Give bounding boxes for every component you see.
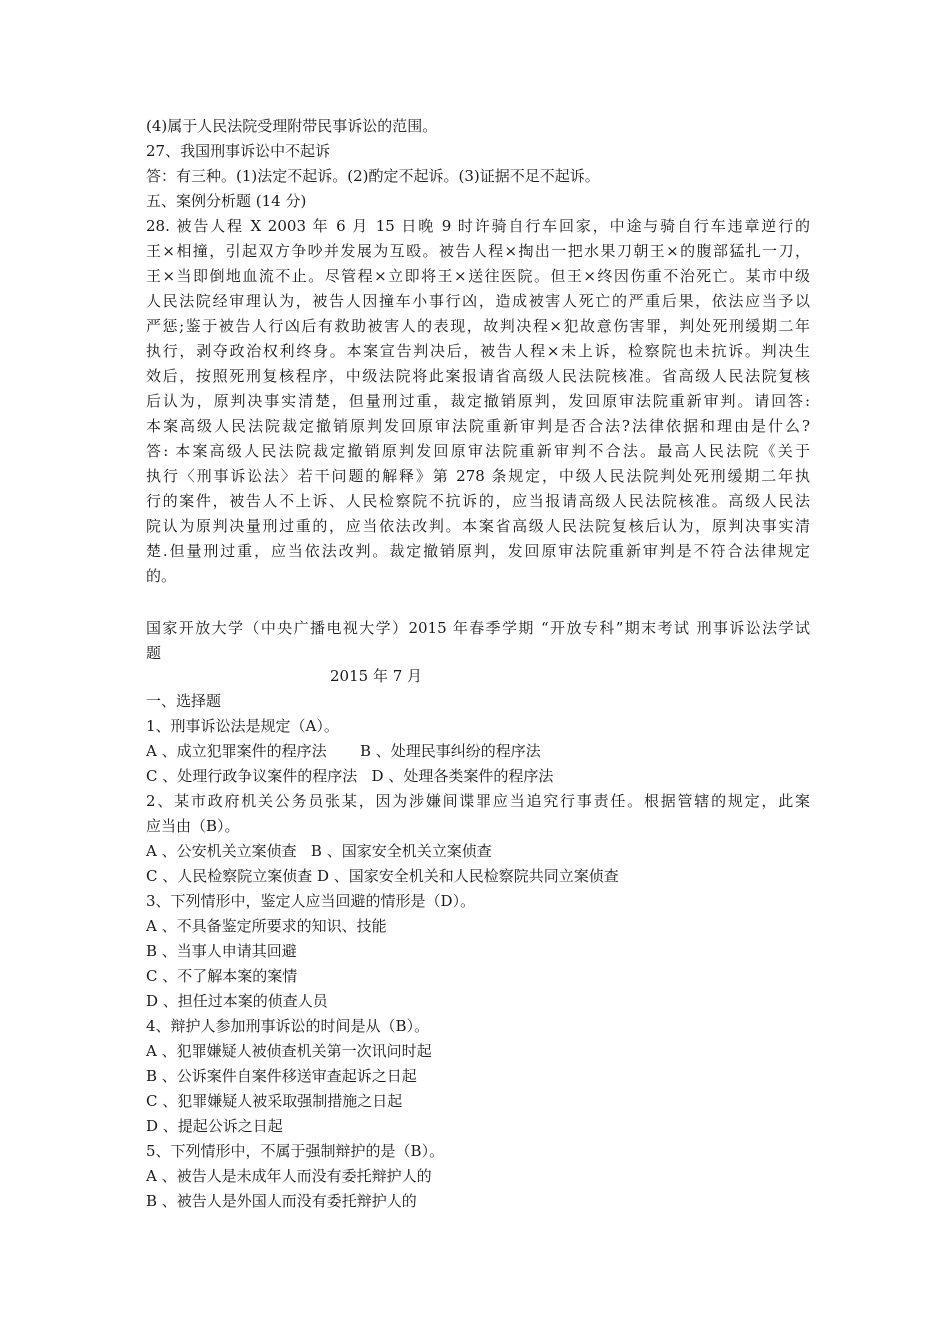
case-question-line: 严惩;鉴于被告人行凶后有救助被害人的表现，故判决程×犯故意伤害罪，判处死刑缓期二年 [146, 317, 810, 335]
previous-exam-section [146, 114, 810, 589]
question-line: 4、辩护人参加刑事诉讼的时间是从（B）。 [146, 1017, 430, 1035]
case-answer-line: 执行〈刑事诉讼法〉若干问题的解释》第 278 条规定，中级人民法院判处死刑缓期二年执 [146, 467, 810, 485]
case-answer-line: 院认为原判决量刑过重的，应当依法改判。本案省高级人民法院复核后认为，原判决事实清 [146, 517, 810, 535]
case-answer-line: 楚.但量刑过重，应当依法改判。裁定撤销原判，发回原审法院重新审判是不符合法律规定 [146, 542, 810, 560]
case-question-line: 执行，剥夺政治权利终身。本案宣告判决后，被告人程×未上诉，检察院也未抗诉。判决生 [146, 342, 810, 360]
option-line: A 、犯罪嫌疑人被侦查机关第一次讯问时起 [146, 1042, 432, 1060]
exam-questions [146, 689, 810, 1214]
question-line: 3、下列情形中，鉴定人应当回避的情形是（D）。 [146, 892, 476, 910]
question-line: 应当由（B）。 [146, 817, 240, 835]
option-line: C 、不了解本案的案情 [146, 967, 298, 985]
question-heading: 27、我国刑事诉讼中不起诉 [146, 142, 331, 160]
option-line: A 、公安机关立案侦查 B 、国家安全机关立案侦查 [146, 842, 492, 860]
question-line: 2、某市政府机关公务员张某，因为涉嫌间谍罪应当追究行事责任。根据管辖的规定，此案 [146, 792, 810, 810]
section-heading: 一、选择题 [146, 692, 222, 710]
question-line: 5、下列情形中，不属于强制辩护的是（B）。 [146, 1142, 445, 1160]
option-line: C 、处理行政争议案件的程序法 D 、处理各类案件的程序法 [146, 767, 554, 785]
option-line: A 、不具备鉴定所要求的知识、技能 [146, 917, 387, 935]
option-line: A 、成立犯罪案件的程序法 B 、处理民事纠纷的程序法 [146, 742, 541, 760]
exam-title-line: 国家开放大学（中央广播电视大学）2015 年春季学期 “开放专科”期末考试 刑事诉讼法学试 [146, 619, 810, 637]
option-line: B 、被告人是外国人而没有委托辩护人的 [146, 1192, 417, 1210]
option-line: C 、犯罪嫌疑人被采取强制措施之日起 [146, 1092, 403, 1110]
option-line: B 、当事人申请其回避 [146, 942, 297, 960]
case-question-line: 本案高级人民法院裁定撤销原判发回原审法院重新审判是否合法?法律依据和理由是什么? [146, 417, 810, 435]
case-question-line: 28. 被告人程 X 2003 年 6 月 15 日晚 9 时许骑自行车回家，中途与骑自行车违章逆行的 [146, 217, 810, 235]
case-question-line: 人民法院经审理认为，被告人因撞车小事行凶，造成被害人死亡的严重后果，依法应当予以 [146, 292, 810, 310]
exam-title-line: 题 [146, 644, 162, 662]
exam-title [146, 616, 810, 666]
text-line: (4)属于人民法院受理附带民事诉讼的范围。 [146, 117, 438, 135]
section-heading: 五、案例分析题 (14 分) [146, 192, 307, 210]
case-question-line: 王×相撞，引起双方争吵并发展为互殴。被告人程×掏出一把水果刀朝王×的腹部猛扎一刀， [146, 242, 810, 260]
option-line: C 、人民检察院立案侦查 D 、国家安全机关和人民检察院共同立案侦查 [146, 867, 619, 885]
case-question-line: 王×当即倒地血流不止。尽管程×立即将王×送往医院。但王×终因伤重不治死亡。某市中级 [146, 267, 810, 285]
case-answer-line: 答: 本案高级人民法院裁定撤销原判发回原审法院重新审判不合法。最高人民法院《关于 [146, 442, 810, 460]
answer-line: 答：有三种。(1)法定不起诉。(2)酌定不起诉。(3)证据不足不起诉。 [146, 167, 600, 185]
question-line: 1、刑事诉讼法是规定（A）。 [146, 717, 339, 735]
case-question-line: 效后，按照死刑复核程序，中级法院将此案报请省高级人民法院核准。省高级人民法院复核 [146, 367, 810, 385]
option-line: D 、担任过本案的侦查人员 [146, 992, 328, 1010]
case-question-line: 后认为，原判决事实清楚，但量刑过重，裁定撤销原判，发回原审法院重新审判。请回答: [146, 392, 810, 410]
case-answer-line: 的。 [146, 567, 177, 585]
option-line: D 、提起公诉之日起 [146, 1117, 283, 1135]
exam-date: 2015 年 7 月 [330, 667, 423, 685]
option-line: B 、公诉案件自案件移送审查起诉之日起 [146, 1067, 417, 1085]
option-line: A 、被告人是未成年人而没有委托辩护人的 [146, 1167, 432, 1185]
case-answer-line: 行的案件，被告人不上诉、人民检察院不抗诉的，应当报请高级人民法院核准。高级人民法 [146, 492, 810, 510]
